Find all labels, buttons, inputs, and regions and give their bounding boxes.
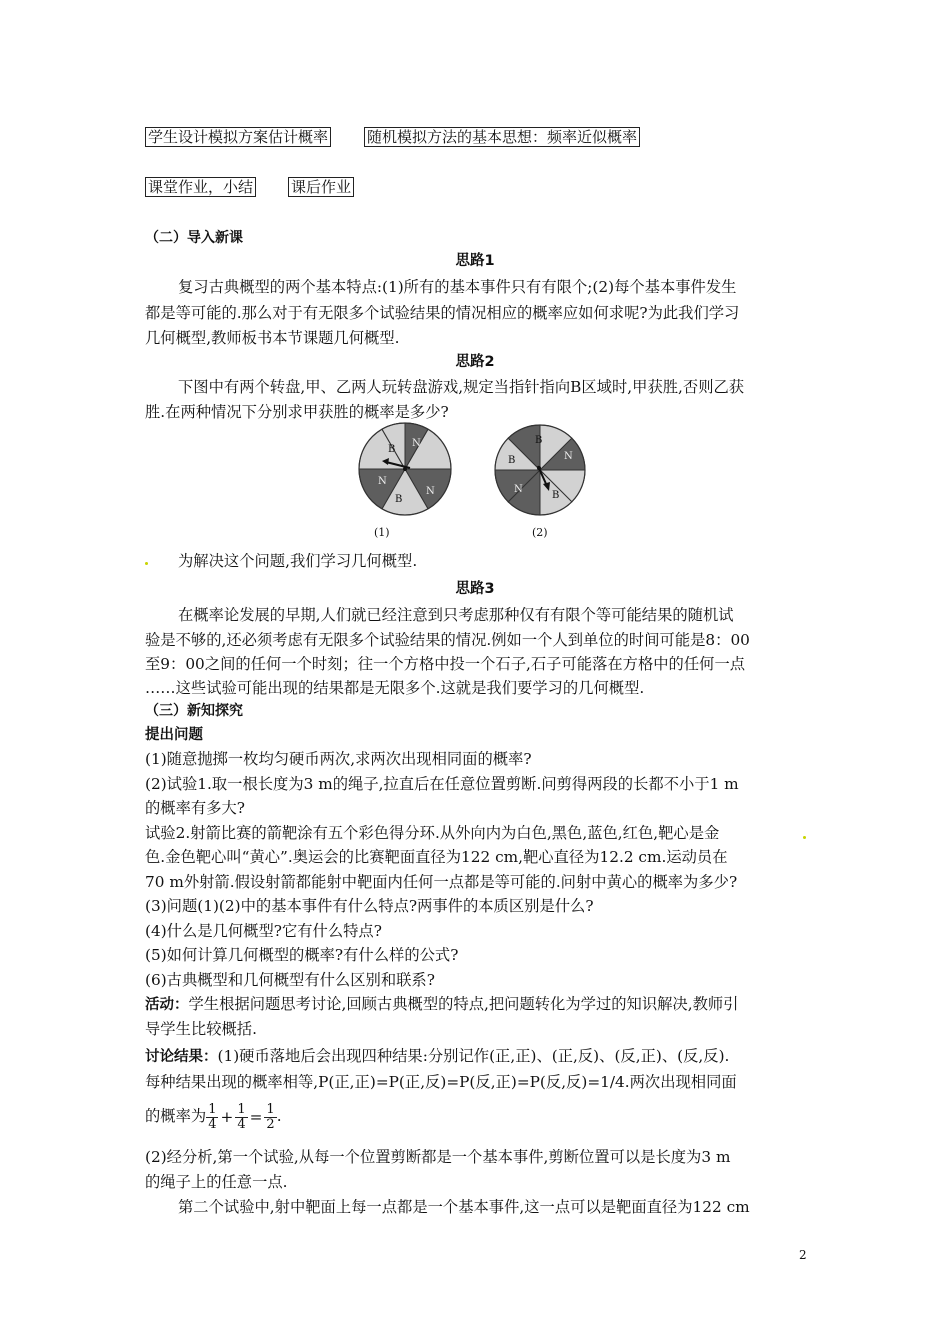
- paragraph-line: 复习古典概型的两个基本特点:(1)所有的基本事件只有有限个;(2)每个基本事件发生: [178, 278, 737, 296]
- flow-box-simulation: 学生设计模拟方案估计概率: [145, 127, 331, 147]
- spinner1-label: B: [388, 444, 396, 455]
- spinner2-hub: [537, 466, 541, 470]
- spinner1-label: N: [412, 438, 421, 449]
- result-line: (2)经分析,第一个试验,从每一个位置剪断都是一个基本事件,剪断位置可以是长度为3 m: [145, 1148, 731, 1166]
- figure-caption-2: (2): [532, 526, 548, 539]
- result-formula-line: [145, 1098, 282, 1135]
- paragraph-line: 验是不够的,还必须考虑有无限多个试验结果的情况.例如一个人到单位的时间可能是8：00: [145, 631, 750, 649]
- result-label: 讨论结果：: [145, 1049, 218, 1065]
- fraction-one-half: $\frac{1}{2}$: [266, 1101, 275, 1132]
- spinner2-label: N: [564, 451, 573, 462]
- flow-box-idea: 随机模拟方法的基本思想：频率近似概率: [364, 127, 640, 147]
- question-line: (3)问题(1)(2)中的基本事件有什么特点?两事件的本质区别是什么?: [145, 897, 594, 915]
- spinner1-label: N: [426, 486, 435, 497]
- question-line: (1)随意抛掷一枚均匀硬币两次,求两次出现相同面的概率?: [145, 750, 532, 768]
- result-line: 每种结果出现的概率相等,P(正,正)=P(正,反)=P(反,正)=P(反,反)=1/4.两次出现相同面: [145, 1073, 737, 1091]
- idea2-title: 思路2: [455, 354, 495, 370]
- section-heading-explore: （三）新知探究: [145, 703, 243, 719]
- fraction-one-quarter: $\frac{1}{4}$: [237, 1101, 246, 1132]
- paragraph-line: 几何概型,教师板书本节课题几何概型.: [145, 329, 400, 347]
- question-line: (5)如何计算几何概型的概率?有什么样的公式?: [145, 946, 459, 964]
- question-line: 试验2.射箭比赛的箭靶涂有五个彩色得分环.从外向内为白色,黑色,蓝色,红色,靶心是金: [145, 824, 720, 842]
- questions-heading: 提出问题: [145, 727, 203, 743]
- figure-caption-1: (1): [374, 526, 390, 539]
- spinner1-label: B: [395, 494, 403, 505]
- result-paragraph: [145, 1045, 729, 1068]
- result-text: (1)硬币落地后会出现四种结果:分别记作(正,正)、(正,反)、(反,正)、(反,反).: [217, 1047, 730, 1065]
- equals-sign: =: [249, 1108, 263, 1126]
- idea3-title: 思路3: [455, 581, 495, 597]
- spinner-1: [359, 423, 451, 515]
- question-line: 70 m外射箭.假设射箭都能射中靶面内任何一点都是等可能的.问射中黄心的概率为多少?: [145, 873, 738, 891]
- paragraph-line: 都是等可能的.那么对于有无限多个试验结果的情况相应的概率应如何求呢?为此我们学习: [145, 304, 740, 322]
- paragraph-line: 在概率论发展的早期,人们就已经注意到只考虑那种仅有有限个等可能结果的随机试: [178, 606, 734, 624]
- period: .: [276, 1107, 282, 1125]
- result-line: 第二个试验中,射中靶面上每一点都是一个基本事件,这一点可以是靶面直径为122 cm: [178, 1198, 750, 1216]
- paragraph-line: 下图中有两个转盘,甲、乙两人玩转盘游戏,规定当指针指向B区域时,甲获胜,否则乙获: [178, 378, 745, 396]
- activity-text: 学生根据问题思考讨论,回顾古典概型的特点,把问题转化为学过的知识解决,教师引: [188, 995, 739, 1013]
- result-prefix: 的概率为: [145, 1107, 207, 1125]
- question-line: (6)古典概型和几何概型有什么区别和联系?: [145, 971, 435, 989]
- spinner2-label: B: [552, 490, 560, 501]
- activity-paragraph: [145, 993, 738, 1016]
- fraction-one-quarter: $\frac{1}{4}$: [208, 1101, 217, 1132]
- page-number: 2: [799, 1248, 807, 1262]
- spinner1-label: N: [378, 476, 387, 487]
- spinner2-label: B: [508, 455, 516, 466]
- spinner2-label: B: [535, 435, 543, 446]
- question-line: (4)什么是几何概型?它有什么特点?: [145, 922, 382, 940]
- spinner2-label: N: [514, 484, 523, 495]
- flow-box-homework: 课后作业: [288, 177, 354, 197]
- stray-mark: [145, 562, 148, 565]
- idea1-title: 思路1: [455, 253, 495, 269]
- spinner-2-figure: [492, 422, 588, 518]
- paragraph-line: 胜.在两种情况下分别求甲获胜的概率是多少?: [145, 403, 449, 421]
- plus-sign: +: [220, 1108, 234, 1126]
- paragraph-line: 为解决这个问题,我们学习几何概型.: [178, 552, 418, 570]
- section-heading-intro: （二）导入新课: [145, 230, 243, 246]
- activity-label: 活动：: [145, 997, 189, 1013]
- spinner1-hub: [403, 467, 407, 471]
- question-line: (2)试验1.取一根长度为3 m的绳子,拉直后在任意位置剪断.问剪得两段的长都不小于1 m: [145, 775, 739, 793]
- flow-box-classwork: 课堂作业，小结: [145, 177, 256, 197]
- paragraph-line: ……这些试验可能出现的结果都是无限多个.这就是我们要学习的几何概型.: [145, 679, 645, 697]
- result-line: 的绳子上的任意一点.: [145, 1173, 288, 1191]
- activity-line: 导学生比较概括.: [145, 1020, 257, 1038]
- question-line: 的概率有多大?: [145, 799, 245, 817]
- paragraph-line: 至9：00之间的任何一个时刻；往一个方格中投一个石子,石子可能落在方格中的任何一点: [145, 655, 746, 673]
- question-line: 色.金色靶心叫“黄心”.奥运会的比赛靶面直径为122 cm,靶心直径为12.2 cm.运动员在: [145, 848, 728, 866]
- stray-mark: [803, 836, 806, 839]
